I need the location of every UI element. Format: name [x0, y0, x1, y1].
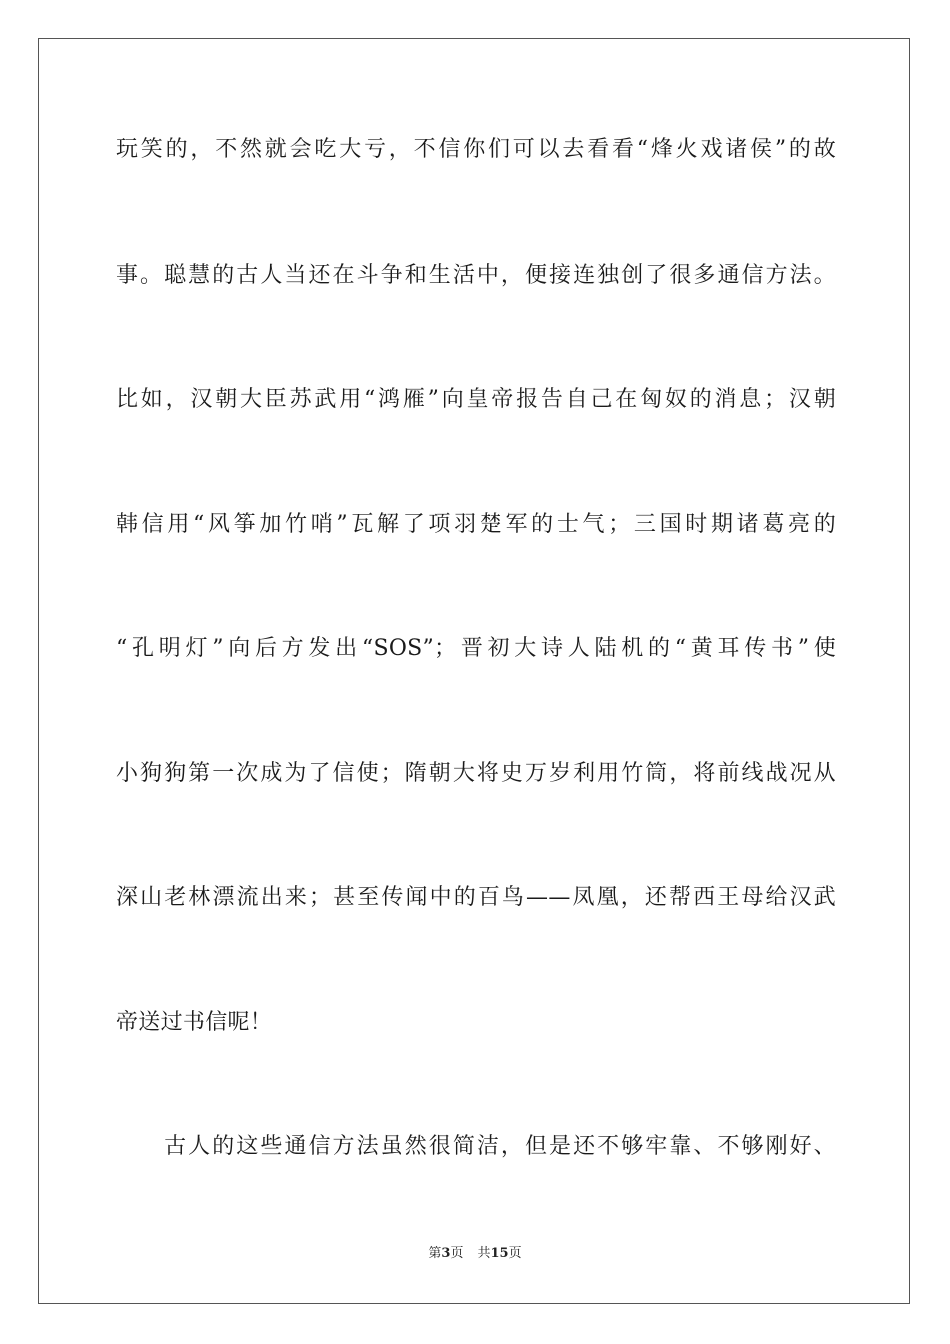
footer-page-number: 3 — [441, 1246, 451, 1261]
text-line-4: 韩信用“风筝加竹哨”瓦解了项羽楚军的士气；三国时期诸葛亮的 — [116, 512, 836, 537]
text-line-7: 深山老林漂流出来；甚至传闻中的百鸟——凤凰，还帮西王母给汉武 — [116, 885, 836, 910]
page-border — [38, 38, 910, 1304]
text-line-1: 玩笑的，不然就会吃大亏，不信你们可以去看看“烽火戏诸侯”的故 — [116, 137, 836, 162]
text-line-8: 帝送过书信呢！ — [116, 1010, 273, 1035]
footer-total-prefix: 共 — [477, 1246, 491, 1261]
text-line-6: 小狗狗第一次成为了信使；隋朝大将史万岁利用竹筒，将前线战况从 — [116, 761, 836, 786]
page-footer — [0, 1246, 950, 1262]
text-line-5: “孔明灯”向后方发出“SOS”；晋初大诗人陆机的“黄耳传书”使 — [116, 636, 836, 661]
footer-total-suffix: 页 — [508, 1246, 522, 1261]
footer-page-suffix: 页 — [450, 1246, 464, 1261]
text-line-2: 事。聪慧的古人当还在斗争和生活中，便接连独创了很多通信方法。 — [116, 263, 836, 288]
text-line-3: 比如，汉朝大臣苏武用“鸿雁”向皇帝报告自己在匈奴的消息；汉朝 — [116, 387, 836, 412]
footer-page-prefix: 第 — [428, 1246, 442, 1261]
footer-total-pages: 15 — [490, 1246, 509, 1261]
text-line-9: 古人的这些通信方法虽然很简洁，但是还不够牢靠、不够刚好、 — [116, 1134, 836, 1159]
